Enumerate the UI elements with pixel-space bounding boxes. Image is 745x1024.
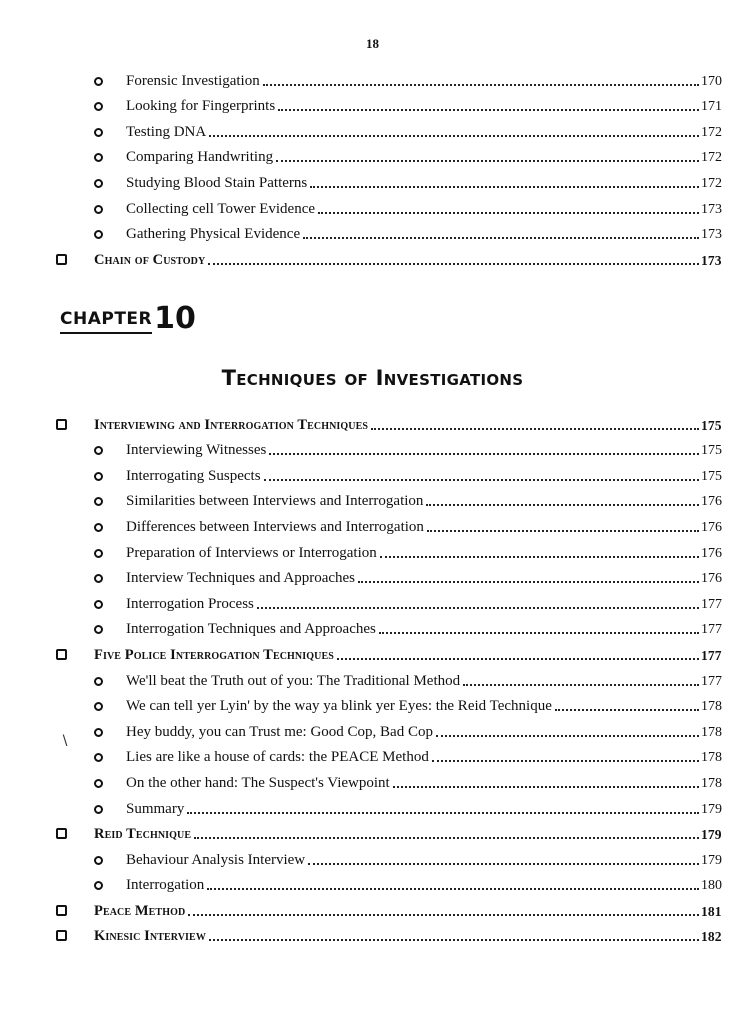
circle-bullet-icon [94, 523, 103, 532]
circle-bullet-icon [94, 497, 103, 506]
dot-leader [269, 453, 699, 455]
checkbox-square-icon [56, 930, 67, 941]
toc-entry-title: Interview Techniques and Approaches [126, 570, 356, 587]
circle-bullet-icon [94, 77, 103, 86]
toc-subentry [0, 66, 745, 92]
toc-entry-page: 176 [701, 571, 722, 587]
toc-entry-page: 177 [701, 596, 722, 612]
toc-entry-title: Gathering Physical Evidence [126, 226, 301, 243]
toc-entry-page: 175 [701, 443, 722, 459]
toc-subentry [0, 666, 745, 692]
toc-entry-page: 175 [701, 468, 722, 484]
toc-subentry [0, 92, 745, 118]
dot-leader [188, 914, 699, 916]
toc-section-entry [0, 245, 745, 271]
toc-entry-page: 175 [701, 417, 722, 433]
toc-entry-page: 171 [701, 99, 722, 115]
circle-bullet-icon [94, 728, 103, 737]
toc-subentry [0, 615, 745, 641]
dot-leader [276, 160, 699, 162]
circle-bullet-icon [94, 600, 103, 609]
toc-entry-page: 173 [701, 252, 722, 268]
toc-entry-title: Peace Method [94, 902, 186, 919]
dot-leader [318, 212, 699, 214]
toc-entry-title: Five Police Interrogation Techniques [94, 646, 334, 663]
toc-section-entry [0, 820, 745, 846]
toc-subentry [0, 743, 745, 769]
toc-entry-page: 176 [701, 494, 722, 510]
dot-leader [436, 735, 699, 737]
chapter-number: 10 [154, 301, 196, 336]
checkbox-square-icon [56, 905, 67, 916]
toc-entry-title: Summary [126, 800, 185, 817]
toc-entry-page: 177 [701, 647, 722, 663]
dot-leader [209, 135, 699, 137]
toc-section-entry [0, 640, 745, 666]
toc-subentry [0, 794, 745, 820]
toc-entry-title: Collecting cell Tower Evidence [126, 200, 316, 217]
toc-entry-title: Preparation of Interviews or Interrogation [126, 544, 377, 561]
checkbox-square-icon [56, 828, 67, 839]
dot-leader [310, 186, 699, 188]
dot-leader [337, 658, 699, 660]
toc-section-entry [0, 410, 745, 436]
dot-leader [555, 709, 699, 711]
toc-subentry [0, 436, 745, 462]
dot-leader [187, 812, 699, 814]
dot-leader [393, 786, 699, 788]
circle-bullet-icon [94, 779, 103, 788]
dot-leader [257, 607, 699, 609]
checkbox-square-icon [56, 419, 67, 430]
toc-entry-page: 178 [701, 750, 722, 766]
dot-leader [303, 237, 699, 239]
toc-list-top [0, 66, 745, 271]
toc-entry-page: 172 [701, 150, 722, 166]
toc-entry-title: Differences between Interviews and Interrogation [126, 518, 424, 535]
toc-entry-title: Forensic Investigation [126, 72, 260, 89]
circle-bullet-icon [94, 205, 103, 214]
toc-entry-page: 173 [701, 227, 722, 243]
toc-entry-page: 176 [701, 519, 722, 535]
circle-bullet-icon [94, 625, 103, 634]
dot-leader [371, 428, 699, 430]
checkbox-square-icon [56, 649, 67, 660]
toc-subentry [0, 220, 745, 246]
toc-entry-page: 172 [701, 175, 722, 191]
chapter-title: Techniques of Investigations [221, 366, 524, 390]
toc-subentry [0, 871, 745, 897]
toc-subentry [0, 168, 745, 194]
toc-subentry [0, 768, 745, 794]
toc-entry-page: 176 [701, 545, 722, 561]
circle-bullet-icon [94, 128, 103, 137]
toc-entry-title: Lies are like a house of cards: the PEACE Method [126, 749, 429, 766]
toc-entry-page: 181 [701, 903, 722, 919]
toc-entry-title: Reid Technique [94, 826, 192, 843]
toc-entry-title: Interviewing and Interrogation Techniques [94, 416, 369, 433]
toc-subentry [0, 692, 745, 718]
toc-subentry [0, 487, 745, 513]
toc-entry-page: 180 [701, 878, 722, 894]
dot-leader [426, 504, 699, 506]
toc-entry-title: Chain of Custody [94, 251, 206, 268]
dot-leader [380, 556, 699, 558]
toc-entry-page: 173 [701, 201, 722, 217]
circle-bullet-icon [94, 677, 103, 686]
toc-subentry [0, 845, 745, 871]
toc-entry-page: 177 [701, 622, 722, 638]
toc-entry-title: Interrogation [126, 877, 205, 894]
dot-leader [379, 632, 699, 634]
toc-entry-title: Kinesic Interview [94, 928, 206, 945]
toc-subentry [0, 117, 745, 143]
circle-bullet-icon [94, 856, 103, 865]
toc-subentry [0, 512, 745, 538]
toc-entry-title: Similarities between Interviews and Interrogation [126, 493, 424, 510]
dot-leader [209, 939, 699, 941]
toc-entry-title: Studying Blood Stain Patterns [126, 174, 308, 191]
toc-subentry [0, 194, 745, 220]
toc-entry-title: We can tell yer Lyin' by the way ya blink yer Eyes: the Reid Technique [126, 698, 552, 715]
toc-entry-title: Looking for Fingerprints [126, 98, 276, 115]
circle-bullet-icon [94, 472, 103, 481]
toc-entry-page: 177 [701, 673, 722, 689]
circle-bullet-icon [94, 702, 103, 711]
circle-bullet-icon [94, 153, 103, 162]
toc-entry-page: 178 [701, 724, 722, 740]
dot-leader [463, 684, 699, 686]
toc-subentry [0, 564, 745, 590]
circle-bullet-icon [94, 549, 103, 558]
checkbox-square-icon [56, 254, 67, 265]
toc-entry-title: Hey buddy, you can Trust me: Good Cop, Bad Cop [126, 723, 433, 740]
dot-leader [427, 530, 699, 532]
toc-section-entry [0, 922, 745, 948]
toc-entry-page: 179 [701, 801, 722, 817]
dot-leader [278, 109, 699, 111]
stray-mark-icon: ∖ [60, 734, 69, 749]
dot-leader [263, 84, 699, 86]
toc-subentry [0, 717, 745, 743]
circle-bullet-icon [94, 446, 103, 455]
toc-entry-page: 170 [701, 73, 722, 89]
circle-bullet-icon [94, 102, 103, 111]
dot-leader [207, 888, 699, 890]
toc-list-chapter [0, 410, 745, 947]
chapter-label [60, 301, 196, 336]
toc-entry-title: Interrogation Techniques and Approaches [126, 621, 376, 638]
toc-entry-page: 182 [701, 929, 722, 945]
circle-bullet-icon [94, 805, 103, 814]
toc-entry-title: Behaviour Analysis Interview [126, 851, 306, 868]
toc-subentry [0, 538, 745, 564]
toc-entry-title: We'll beat the Truth out of you: The Traditional Method [126, 672, 461, 689]
toc-entry-page: 178 [701, 775, 722, 791]
toc-entry-title: Interviewing Witnesses [126, 442, 267, 459]
toc-entry-page: 172 [701, 124, 722, 140]
toc-subentry [0, 461, 745, 487]
toc-entry-title: Interrogating Suspects [126, 467, 261, 484]
toc-entry-page: 179 [701, 852, 722, 868]
toc-entry-page: 178 [701, 699, 722, 715]
dot-leader [358, 581, 699, 583]
circle-bullet-icon [94, 230, 103, 239]
circle-bullet-icon [94, 574, 103, 583]
toc-entry-title: On the other hand: The Suspect's Viewpoint [126, 774, 390, 791]
chapter-word: CHAPTER [60, 309, 152, 334]
toc-entry-title: Comparing Handwriting [126, 149, 274, 166]
circle-bullet-icon [94, 881, 103, 890]
dot-leader [208, 263, 699, 265]
toc-entry-title: Interrogation Process [126, 595, 254, 612]
toc-subentry [0, 143, 745, 169]
page-number: 18 [366, 36, 379, 51]
toc-entry-title: Testing DNA [126, 123, 207, 140]
toc-subentry [0, 589, 745, 615]
dot-leader [432, 760, 699, 762]
toc-section-entry [0, 896, 745, 922]
dot-leader [308, 863, 699, 865]
circle-bullet-icon [94, 753, 103, 762]
dot-leader [194, 837, 699, 839]
circle-bullet-icon [94, 179, 103, 188]
dot-leader [264, 479, 699, 481]
toc-entry-page: 179 [701, 827, 722, 843]
